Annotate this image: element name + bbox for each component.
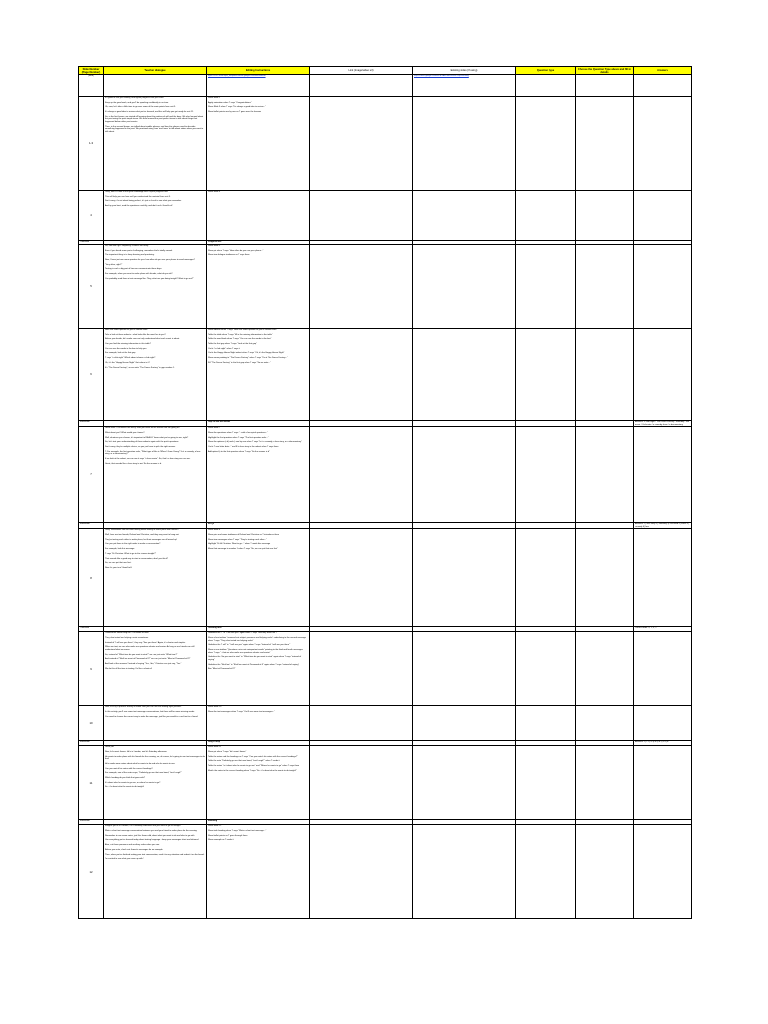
editing-instruction: Apply animation when T says "Congratulations": [208, 101, 252, 104]
teacher-dialogue-cell: [104, 529, 207, 627]
editing-instruction: Circle the Happy House Night advert when T says "Ok, it's the Happy House Night": [208, 352, 285, 355]
answers-cell: [634, 191, 692, 241]
table-row: [79, 746, 692, 820]
editing-instruction: Show a new textbox "Questions: miss out unimportant words" pointing to the third and fourth messages when T says "...that we also make our questions shorter and easier": [208, 649, 303, 654]
editing-instruction: Show the questions when T says "...with a few quick questions...": [208, 431, 268, 434]
dialogue-line: And instead of "Shall we meet at Pinewood at 8?" we can just write "Meet at Pinewood at 8?": [105, 658, 191, 661]
editing-instructions-cell: [207, 825, 310, 919]
question-type-cell: [516, 529, 576, 627]
table-row: [79, 706, 692, 741]
dialogue-line: We do this all the time in texting. It's like a shortcut!: [105, 667, 153, 670]
header-existing-video: Existing video (If using): [413, 67, 516, 75]
editing-instruction: Show two dialogue textboxes as T says them: [208, 254, 250, 257]
intro-row: [79, 75, 692, 97]
existing-video-cell: [413, 191, 516, 241]
editing-instruction: Box "Meet at Pinewood at 8?": [208, 668, 236, 671]
dialogue-line: It's "The Dance Factory", so we write "The Dance Factory" in gap number 1.: [105, 366, 175, 369]
editing-instructions-cell: [207, 706, 310, 741]
dialogue-line: Before you write, check out James's messages for an example.: [105, 848, 164, 851]
dialogue-line: So, let's test your understanding of these adverts again with the quick questions.: [105, 441, 179, 444]
slide-number: 5: [79, 245, 104, 329]
table-row: [79, 427, 692, 523]
dialogue-line: And try your best, read the questions carefully, and don't rush. Good luck!: [105, 205, 173, 208]
section-answers: Answers: 1) love story 2) Saturday 3) live band 4) Kaisa 5) comedy 6) free: [634, 523, 692, 529]
editing-instruction: Show a box textbox "removed out subject pronouns and helping verbs" underlining to the second message when T says "They also texted are helping verbs": [208, 637, 306, 642]
script-spreadsheet: [78, 66, 691, 919]
dialogue-line: When we text, we can also make our questions shorter and easier. As long as our friends can still understand what we mean.: [105, 646, 195, 652]
section-activity: Ordering task: [207, 627, 310, 632]
question-type-cell: [516, 97, 576, 191]
editing-instruction: Show Slide 5: [208, 245, 221, 247]
slide-number: 4: [79, 191, 104, 241]
existing-video-cell: [413, 632, 516, 706]
dialogue-line: Now, I have just one more question for you: how often do you use your phone to send messages?: [105, 259, 195, 262]
answers-cell: [634, 329, 692, 421]
intro-video-link[interactable]: https://drive.google.com/file/d/1AbCdEfG/view?usp=sharing: [414, 75, 469, 77]
dialogue-line: Don't worry, they're multiple choice, so you just have to pick the right answer.: [105, 445, 176, 448]
question-details-cell: [576, 706, 634, 741]
dialogue-line: For example, when you want to make plans with friends, what do you do?: [105, 273, 173, 276]
answers-cell: [634, 97, 692, 191]
dialogue-line: Great work! That wasn't too tricky. Now you know all the events that are going on.: [105, 427, 180, 430]
intro-link: [310, 75, 413, 97]
dialogue-line: Ok, it's the "Happy House Night" Got where is it?: [105, 361, 150, 364]
link-cell: [310, 825, 413, 919]
dialogue-line: For example, one of the notes says, "Definitely go see that new band, 'Lost Laugh'!": [105, 772, 182, 775]
question-details-cell: [576, 329, 634, 421]
header-editing-instructions: Editing Instructions: [207, 67, 310, 75]
section-activity: Progress test: [207, 241, 310, 245]
section-answers: Answers: a club night / The Dance Factory / Saturday / live music / Orchestra / a comedy show / a documentary: [634, 421, 692, 427]
question-type-cell: [516, 746, 576, 820]
section-answers: Answers: 1) c 2) a 3) b 4) a 5) c 6) b: [634, 741, 692, 746]
section-answers: Correct order: 4, 1, 3, 2: [634, 627, 692, 632]
editing-instruction: Table the note "Definitely go see that new band, 'Lost Laugh'!" when T reads it: [208, 760, 280, 763]
slide-number: 11: [79, 746, 104, 820]
editing-instruction: Table the first gap when T says "Look at the first gap": [208, 343, 257, 346]
editing-instruction: Underline the "do you want to start" in "What time do you want to start" again when T says "instead of saying": [208, 656, 302, 661]
script-table: [78, 66, 692, 919]
dialogue-line: You can use the words in the box to help you.: [105, 347, 147, 350]
existing-video-cell: [413, 97, 516, 191]
teacher-dialogue-cell: [104, 191, 207, 241]
editing-instruction: Show bullet points as T goes through them: [208, 834, 248, 837]
dialogue-line: Take a look at these adverts - what looks like the most fun to you?: [105, 333, 166, 336]
editing-instruction: Add option b) to the first question when T says "So the answer is b": [208, 450, 270, 453]
link-cell: [310, 245, 413, 329]
editing-instructions-cell: [207, 746, 310, 820]
section-label: Interaction: [79, 820, 104, 825]
slide-number: 7: [79, 427, 104, 523]
dialogue-line: In this activity, you'll see some text message conversations, but there will be some missing words.: [105, 711, 195, 714]
dialogue-line: Can you put them in the right order to make a conversation?: [105, 543, 161, 546]
dialogue-line: Here are some options for you to choose from.: [105, 329, 148, 331]
dialogue-line: The important thing is to keep learning and practising.: [105, 254, 155, 257]
editing-instruction: Show Slide 4: [208, 191, 221, 193]
dialogue-line: For example, look at the first gap.: [105, 352, 136, 355]
answers-cell: [634, 529, 692, 627]
question-details-cell: [576, 746, 634, 820]
editing-instruction: Show adverts when T says "Here are some options for you to choose from": [208, 329, 278, 331]
editing-instruction: Show pic when T says "let's meet James": [208, 751, 247, 754]
header-question-type: Question type: [516, 67, 576, 75]
intro-editing-link[interactable]: open PDF1 intro.mp4_template://drive.google.com/file/d/id/edit: [208, 75, 266, 77]
existing-video-cell: [413, 529, 516, 627]
header-link: Link (Image/video url): [310, 67, 413, 75]
slide-number: 10: [79, 706, 104, 741]
dialogue-line: Ok, now, let's take a little time to go over some of the main points from unit 9.: [105, 106, 176, 109]
editing-instruction: Show Slide 3 when T says "It's always a good idea to review...": [208, 106, 266, 109]
dialogue-line: I'm excited to see what you come up with!: [105, 858, 144, 861]
section-activity: MCQs: [207, 523, 310, 529]
dialogue-line: Before you decide, let's make sure we truly understand what each event is about.: [105, 338, 180, 341]
dialogue-line: Great job!: [105, 746, 115, 749]
section-activity: Drag & drop: [207, 741, 310, 746]
dialogue-line: T says "Hi Christina. What to go to the cinema tonight?": [105, 552, 157, 555]
editing-instruction: Show example as T reads it: [208, 839, 234, 842]
dialogue-line: Imagine you're in London, it's a Saturday afternoon and you want to go out tonight.: [105, 825, 181, 828]
editing-instructions-cell: [207, 632, 310, 706]
link-cell: [310, 632, 413, 706]
editing-instruction: Show Slide 10: [208, 706, 222, 709]
question-type-cell: [516, 427, 576, 523]
editing-instruction: Table the table when T says "fill in the missing information in the table": [208, 333, 273, 336]
dialogue-line: So, we can put that one first.: [105, 562, 132, 565]
answers-cell: [634, 427, 692, 523]
editing-instruction: Fill "The Dance Factory" in the first gap when T says "So we write...": [208, 361, 271, 364]
editing-instruction: Show Slide 8: [208, 529, 221, 532]
section-label: Interaction: [79, 421, 104, 427]
intro-label: (Intro): [79, 75, 104, 97]
dialogue-line: For example, look this message.: [105, 548, 135, 551]
answers-cell: [634, 706, 692, 741]
dialogue-line: It's always a good idea to review what you've learned, and this will help you get ready for unit 11.: [105, 111, 194, 114]
section-label: Transition: [79, 627, 104, 632]
question-details-cell: [576, 97, 634, 191]
dialogue-line: T says "a club night" Which advert shows a club night?: [105, 357, 156, 360]
dialogue-line: So - it's about what he wants to do tonight!: [105, 786, 145, 789]
dialogue-line: Can you find the missing information in this table?: [105, 343, 151, 346]
teacher-dialogue-cell: [104, 329, 207, 421]
slide-number: 9: [79, 632, 104, 706]
question-details-cell: [576, 427, 634, 523]
dialogue-line: "Very often, right?": [105, 263, 123, 266]
answers-cell: [634, 746, 692, 820]
intro-existing-video[interactable]: [413, 75, 516, 97]
question-details-cell: [576, 191, 634, 241]
question-details-cell: [576, 632, 634, 706]
dialogue-line: You need to choose the correct way to write the message, just like you would in a real text to a friend.: [105, 715, 199, 718]
editing-instruction: Table the notes "is it about who he wants to go see" and "Where he wants to go" when T says them: [208, 765, 300, 768]
link-cell: [310, 191, 413, 241]
question-details-cell: [576, 245, 634, 329]
dialogue-line: I noticed the same thing too - it's harder to hear!: [105, 632, 150, 635]
slide-number: 1-3: [79, 97, 104, 191]
dialogue-line: Okay. Remember how we were talking about texting to make plans with friends?: [105, 529, 179, 532]
editing-instruction: Show pics and name textboxes of Roland and Christina as T introduces them: [208, 534, 279, 537]
existing-video-cell: [413, 825, 516, 919]
question-type-cell: [516, 825, 576, 919]
answers-cell: [634, 825, 692, 919]
dialogue-line: Instead of "I will see you there", they say "See you there" Again, it's shorter and simpler.: [105, 641, 186, 644]
table-row: [79, 529, 692, 627]
editing-instruction: Table the notes and the headings as T says "Can you match his notes with the correct headings?": [208, 755, 298, 758]
dialogue-line: Then, when you've finished writing your text conversation, read it to any situation and submit it on the board.: [105, 853, 205, 856]
editing-instructions-cell: [207, 97, 310, 191]
dialogue-line: Well, whatever you choose, it's important to REALLY know what you're going to see, right?: [105, 436, 189, 439]
intro-editing[interactable]: [207, 75, 310, 97]
editing-instruction: Circle "Love letter data..." and B is love story in the advert when T says them: [208, 445, 279, 448]
teacher-dialogue-cell: [104, 632, 207, 706]
editing-instruction: Circle "a club night" when T says it: [208, 347, 240, 350]
teacher-dialogue-cell: [104, 97, 207, 191]
dialogue-line: You probably send them a text message like: "Hey, what are you doing tonight? Want to go out?": [105, 277, 194, 280]
editing-instruction: Show pic when T says "How often do you use your phone...": [208, 249, 264, 252]
dialogue-line: Which heading do you think that goes with?: [105, 777, 146, 780]
section-activity: Gap fill and tick words: [207, 421, 310, 427]
editing-instruction: Show Slide 7: [208, 427, 221, 430]
answers-cell: [634, 245, 692, 329]
dialogue-line: Can you match his notes with the correct headings?: [105, 767, 153, 770]
editing-instruction: Show arrow pointing to "The Dance Factory" when T says "It's at The Dance Factory...": [208, 357, 288, 360]
dialogue-line: Then, in the second lesson, we talked about mobile phones, and how the phones used to describe something happened in the past. We practised using 'was' and 'were' to talk about states when you want to talk about.: [105, 125, 204, 133]
question-type-cell: [516, 706, 576, 741]
existing-video-cell: [413, 706, 516, 741]
editing-instructions-cell: [207, 191, 310, 241]
question-type-cell: [516, 632, 576, 706]
table-body: [79, 75, 692, 919]
dialogue-line: What about you? What would you choose?: [105, 431, 145, 434]
dialogue-line: Now, let's meet James. He's in London, and it's Saturday afternoon.: [105, 751, 168, 754]
slide-number: 12: [79, 825, 104, 919]
dialogue-line: This will help you see how well you understand the material from unit 9.: [105, 195, 171, 198]
dialogue-line: They also texted are helping create sometimes.: [105, 637, 149, 640]
teacher-dialogue-cell: [104, 746, 207, 820]
link-cell: [310, 97, 413, 191]
dialogue-line: He wants to make plans with his friends for the evening, so, of course, he's going to use text messages to do that!: [105, 755, 205, 761]
dialogue-line: Write a short text message conversation between you and your friend to make plans for the evening.: [105, 830, 198, 833]
table-row: [79, 632, 692, 706]
dialogue-line: It's about who he wants to go see, or where he wants to go?: [105, 781, 161, 784]
question-type-cell: [516, 329, 576, 421]
dialogue-line: Even if you found some parts challenging, remember that's totally normal.: [105, 249, 173, 252]
question-type-cell: [516, 191, 576, 241]
question-type-cell: [516, 245, 576, 329]
link-cell: [310, 529, 413, 627]
header-row: [79, 67, 692, 75]
existing-video-cell: [413, 329, 516, 421]
dialogue-line: T: For example, the first question asks, "What type of film is 'When I Grow Young'? Is it a comedy, a love story, or a documentary?": [105, 450, 201, 456]
header-answers: Answers: [634, 67, 692, 75]
dialogue-line: Okay, now it's time to test your knowledge with a quick progress test.: [105, 191, 169, 193]
link-cell: [310, 706, 413, 741]
editing-instruction: Show Slide 2: [208, 97, 221, 99]
existing-video-cell: [413, 746, 516, 820]
answers-cell: [634, 632, 692, 706]
question-details-cell: [576, 529, 634, 627]
dialogue-line: That sounds like a good way to start a conversation, don't you think?: [105, 557, 169, 560]
header-slide-number: Slide Number (Page Number): [79, 67, 104, 75]
section-label: Interaction: [79, 523, 104, 529]
table-row: [79, 245, 692, 329]
dialogue-line: Now it's your turn! Good luck!: [105, 566, 133, 569]
header-teacher-dialogue: Teacher dialogue: [104, 67, 207, 75]
editing-instruction: Highlight "Hi Hi Christina. Want to go..." when T reads this message: [208, 543, 271, 546]
dialogue-line: Don't worry, it's not about being perfect, it's just a check to see what you remember.: [105, 200, 182, 203]
section-label: Transition: [79, 241, 104, 245]
editing-instruction: Table the word bank when T says "You can use the words in the box": [208, 338, 272, 341]
teacher-dialogue-cell: [104, 427, 207, 523]
table-row: [79, 825, 692, 919]
intro-question-details: [576, 75, 634, 97]
editing-instruction: Show bullet points one by one as T goes over the lessons: [208, 111, 262, 114]
existing-video-cell: [413, 427, 516, 523]
header-question-details: Choose the Question Type above and fill in details: [576, 67, 634, 75]
table-row: [79, 329, 692, 421]
editing-instruction: Show the text messages when T says "You'll see some text messages...": [208, 711, 275, 714]
teacher-dialogue-cell: [104, 825, 207, 919]
editing-instruction: Show two messages when T says "They're texting each other...": [208, 538, 267, 541]
link-cell: [310, 329, 413, 421]
dialogue-line: They're texting each other to make plans, but their messages are all mixed up!: [105, 538, 178, 541]
dialogue-line: Use everything you've learned today about texting language - keep your messages short and informal.: [105, 839, 199, 842]
dialogue-line: Great, that sounds like a love story to me! So the answer is b.: [105, 462, 162, 465]
dialogue-line: It's good to see you reading Gold Ignite progress with your tutor!: [105, 97, 164, 99]
editing-instruction: Underline the "I" in "I will see you" again when T says "and they leave out 'I'": [208, 632, 278, 635]
editing-instructions-cell: [207, 427, 310, 523]
intro-dialogue: [104, 75, 207, 97]
section-activity: Matching: [207, 820, 310, 825]
editing-instructions-cell: [207, 529, 310, 627]
dialogue-line: Well, here are two friends, Roland and Christina, and they may want to hang out.: [105, 534, 180, 537]
dialogue-line: So, in the first lesson, we started off learning about the matters of self and the boss. We also learned about the past using the past simple tense. We then learned the past perfect tense to talk about things that happened before other past events.: [105, 115, 204, 123]
editing-instruction: Show Slide 11: [208, 746, 222, 749]
section-label: Interaction: [79, 741, 104, 746]
dialogue-line: So, how did it go? Hopefully, it wasn't too tricky!: [105, 245, 149, 247]
editing-instruction: Underline the "Shall we" in "Shall we meet at Pinewood at 8" again when T says "instead of saying": [208, 663, 300, 666]
dialogue-line: Texting is such a big part of how we communicate these days.: [105, 268, 162, 271]
editing-instructions-cell: [207, 329, 310, 421]
editing-instruction: Highlight the first question when T says "The first question asks...": [208, 436, 269, 439]
table-row: [79, 191, 692, 241]
link-cell: [310, 427, 413, 523]
dialogue-line: And look at the answers! Instead of saying "Yes, I do," Christina can just say, "Yes.": [105, 663, 182, 666]
existing-video-cell: [413, 245, 516, 329]
teacher-dialogue-cell: [104, 706, 207, 741]
dialogue-line: So, instead of "What time do you want to start?" we can just write "What time?": [105, 653, 178, 656]
table-row: [79, 97, 692, 191]
intro-answers: [634, 75, 692, 97]
editing-instruction: Show the options a) b) and c) one by one when T says "Is it a comedy, a love story, or a documentary": [208, 441, 302, 444]
teacher-dialogue-cell: [104, 245, 207, 329]
dialogue-line: Also, cut those pronouns and auxiliary verbs when you can.: [105, 844, 160, 847]
link-cell: [310, 746, 413, 820]
slide-number: 6: [79, 329, 104, 421]
intro-question-type: [516, 75, 576, 97]
dialogue-line: Now, let's try a practice activity to make sure you can use this texting style yourself.: [105, 706, 182, 709]
dialogue-line: Remember to use some notes, just like James did, about what you want to do and who to go with.: [105, 834, 195, 837]
editing-instruction: Show task heading when T says "Write a short text message...": [208, 830, 267, 833]
dialogue-line: If we look at the advert, we can see it says "a love movie". So, that's a love story we can see.: [105, 457, 191, 460]
editing-instruction: Match the notes to the correct heading when T says "So - it's about what he wants to do tonight!": [208, 769, 297, 772]
editing-instructions-cell: [207, 245, 310, 329]
dialogue-line: Keep up the good work, and you'll be speaking confidently in no time.: [105, 101, 169, 104]
question-details-cell: [576, 825, 634, 919]
dialogue-line: He's made some notes about what he wants to do and who he wants to see.: [105, 763, 176, 766]
slide-number: 8: [79, 529, 104, 627]
editing-instruction: Move that message to number 1 when T says "So, we can put that one first": [208, 548, 278, 551]
editing-instruction: Underline the "I will" in "I will see you" again when T says "Instead of 'I will see you there'": [208, 644, 291, 647]
editing-instruction: Show Slide 12: [208, 825, 222, 828]
